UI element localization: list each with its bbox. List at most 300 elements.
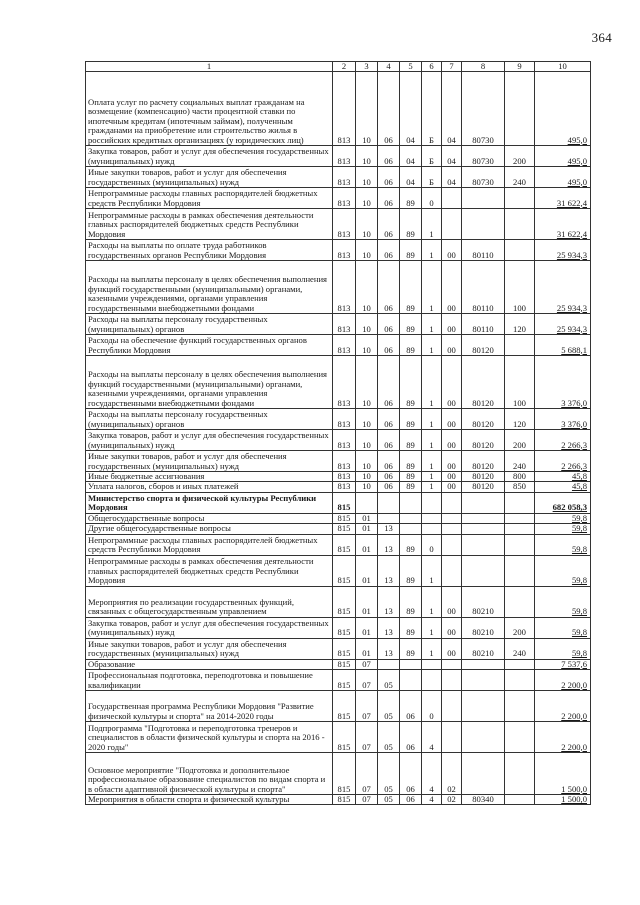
table-row [86, 659, 591, 669]
row-amount-cell: 495,0 [535, 72, 591, 146]
row-amount-cell: 59,8 [535, 638, 591, 659]
row-direction-cell [462, 753, 505, 795]
row-name-cell: Расходы на выплаты персоналу государственных (муниципальных) органов [86, 314, 333, 335]
row-admin-code-cell: 815 [333, 670, 356, 691]
row-subprogram-cell: 0 [422, 534, 442, 555]
row-admin-code-cell: 813 [333, 240, 356, 261]
row-amount-cell: 495,0 [535, 146, 591, 167]
column-header-5: 5 [400, 62, 422, 72]
row-activity-cell: 04 [442, 72, 462, 146]
row-program-cell: 04 [400, 72, 422, 146]
row-name-cell: Оплата услуг по расчету социальных выплат гражданам на возмещение (компенсацию) части процентной ставки по ипотечным кредитам (ипотечным займам), полученным гражданами на приобретение или строительство жилья в российских кредитных организациях (у юридических лиц) [86, 72, 333, 146]
row-direction-cell [462, 659, 505, 669]
row-subsection-cell: 06 [378, 482, 400, 492]
row-subsection-cell: 13 [378, 586, 400, 617]
row-activity-cell: 00 [442, 261, 462, 314]
row-subsection-cell [378, 659, 400, 669]
row-direction-cell [462, 534, 505, 555]
row-program-cell [400, 659, 422, 669]
row-direction-cell: 80120 [462, 356, 505, 409]
row-amount-cell: 495,0 [535, 167, 591, 188]
row-expense-type-cell [505, 524, 535, 534]
row-activity-cell [442, 691, 462, 722]
row-section-cell: 10 [356, 451, 378, 472]
row-activity-cell [442, 209, 462, 240]
row-name-cell: Расходы на обеспечение функций государственных органов Республики Мордовия [86, 335, 333, 356]
row-expense-type-cell: 200 [505, 617, 535, 638]
row-direction-cell: 80120 [462, 430, 505, 451]
row-subsection-cell [378, 492, 400, 513]
row-admin-code-cell: 815 [333, 795, 356, 805]
table-row [86, 638, 591, 659]
row-expense-type-cell: 240 [505, 167, 535, 188]
row-admin-code-cell: 815 [333, 492, 356, 513]
row-activity-cell: 02 [442, 753, 462, 795]
row-program-cell: 89 [400, 482, 422, 492]
row-name-cell: Общегосударственные вопросы [86, 513, 333, 523]
row-name-cell: Уплата налогов, сборов и иных платежей [86, 482, 333, 492]
row-expense-type-cell [505, 555, 535, 586]
row-activity-cell [442, 670, 462, 691]
row-subsection-cell: 06 [378, 356, 400, 409]
row-amount-cell: 3 376,0 [535, 356, 591, 409]
row-subprogram-cell [422, 524, 442, 534]
row-admin-code-cell: 813 [333, 472, 356, 482]
row-program-cell [400, 492, 422, 513]
row-name-cell: Иные закупки товаров, работ и услуг для обеспечения государственных (муниципальных) нужд [86, 451, 333, 472]
row-program-cell: 89 [400, 472, 422, 482]
row-admin-code-cell: 815 [333, 534, 356, 555]
row-subsection-cell: 06 [378, 314, 400, 335]
row-amount-cell: 59,8 [535, 617, 591, 638]
row-admin-code-cell: 813 [333, 167, 356, 188]
row-section-cell: 07 [356, 691, 378, 722]
row-section-cell: 07 [356, 722, 378, 753]
row-subprogram-cell: 1 [422, 451, 442, 472]
row-subprogram-cell: Б [422, 146, 442, 167]
row-subsection-cell: 06 [378, 146, 400, 167]
row-admin-code-cell: 813 [333, 451, 356, 472]
row-admin-code-cell: 815 [333, 524, 356, 534]
row-direction-cell: 80210 [462, 617, 505, 638]
row-amount-cell: 59,8 [535, 513, 591, 523]
row-section-cell: 10 [356, 356, 378, 409]
row-expense-type-cell [505, 586, 535, 617]
row-expense-type-cell [505, 753, 535, 795]
row-name-cell: Мероприятия по реализации государственных функций, связанных с общегосударственным управлением [86, 586, 333, 617]
row-subprogram-cell: 1 [422, 209, 442, 240]
row-direction-cell [462, 691, 505, 722]
table-row [86, 472, 591, 482]
row-activity-cell: 00 [442, 356, 462, 409]
row-amount-cell: 45,8 [535, 482, 591, 492]
row-name-cell: Расходы на выплаты персоналу государственных (муниципальных) органов [86, 409, 333, 430]
row-program-cell: 89 [400, 430, 422, 451]
row-program-cell: 04 [400, 167, 422, 188]
row-subprogram-cell [422, 670, 442, 691]
row-subsection-cell: 13 [378, 534, 400, 555]
row-expense-type-cell: 100 [505, 356, 535, 409]
row-section-cell: 10 [356, 240, 378, 261]
table-row [86, 188, 591, 209]
row-admin-code-cell: 813 [333, 209, 356, 240]
row-name-cell: Расходы на выплаты персоналу в целях обеспечения выполнения функций государственными (муниципальными) органами, казенными учреждениями, органами управления государственными внебюджетными фондами [86, 356, 333, 409]
row-section-cell: 07 [356, 753, 378, 795]
row-subsection-cell: 06 [378, 72, 400, 146]
row-activity-cell [442, 555, 462, 586]
row-name-cell: Министерство спорта и физической культуры Республики Мордовия [86, 492, 333, 513]
row-direction-cell [462, 492, 505, 513]
row-activity-cell: 00 [442, 335, 462, 356]
table-row [86, 524, 591, 534]
row-section-cell: 01 [356, 524, 378, 534]
row-activity-cell [442, 659, 462, 669]
table-row [86, 335, 591, 356]
row-amount-cell: 1 500,0 [535, 753, 591, 795]
row-name-cell: Непрограммные расходы в рамках обеспечения деятельности главных распорядителей бюджетных средств Республики Мордовия [86, 555, 333, 586]
row-activity-cell: 00 [442, 472, 462, 482]
row-subsection-cell: 06 [378, 472, 400, 482]
row-admin-code-cell: 813 [333, 146, 356, 167]
row-name-cell: Расходы на выплаты по оплате труда работников государственных органов Республики Мордовия [86, 240, 333, 261]
row-program-cell: 06 [400, 753, 422, 795]
row-program-cell: 89 [400, 209, 422, 240]
row-subprogram-cell: 1 [422, 409, 442, 430]
table-row [86, 451, 591, 472]
row-admin-code-cell: 815 [333, 555, 356, 586]
row-admin-code-cell: 813 [333, 188, 356, 209]
table-row [86, 261, 591, 314]
table-row [86, 534, 591, 555]
row-section-cell: 10 [356, 482, 378, 492]
row-name-cell: Расходы на выплаты персоналу в целях обеспечения выполнения функций государственными (муниципальными) органами, казенными учреждениями, органами управления государственными внебюджетными фондами [86, 261, 333, 314]
row-activity-cell: 00 [442, 638, 462, 659]
row-expense-type-cell: 120 [505, 409, 535, 430]
row-section-cell: 01 [356, 534, 378, 555]
table-row [86, 209, 591, 240]
row-subprogram-cell: 4 [422, 753, 442, 795]
row-name-cell: Закупка товаров, работ и услуг для обеспечения государственных (муниципальных) нужд [86, 430, 333, 451]
row-section-cell: 07 [356, 670, 378, 691]
row-program-cell: 89 [400, 356, 422, 409]
row-subprogram-cell: 1 [422, 617, 442, 638]
row-subsection-cell [378, 513, 400, 523]
row-subsection-cell: 06 [378, 261, 400, 314]
table-row [86, 240, 591, 261]
row-amount-cell: 2 200,0 [535, 670, 591, 691]
row-subprogram-cell [422, 659, 442, 669]
row-amount-cell: 59,8 [535, 534, 591, 555]
row-activity-cell: 00 [442, 617, 462, 638]
row-subsection-cell: 06 [378, 451, 400, 472]
row-program-cell: 89 [400, 188, 422, 209]
row-name-cell: Непрограммные расходы главных распорядителей бюджетных средств Республики Мордовия [86, 188, 333, 209]
row-subprogram-cell: 1 [422, 314, 442, 335]
row-program-cell: 06 [400, 795, 422, 805]
table-row [86, 314, 591, 335]
row-admin-code-cell: 815 [333, 586, 356, 617]
table-row [86, 409, 591, 430]
row-expense-type-cell: 120 [505, 314, 535, 335]
row-subprogram-cell: 1 [422, 335, 442, 356]
row-program-cell: 89 [400, 638, 422, 659]
row-program-cell: 89 [400, 451, 422, 472]
page-number: 364 [591, 30, 612, 45]
row-name-cell: Иные закупки товаров, работ и услуг для обеспечения государственных (муниципальных) нужд [86, 167, 333, 188]
row-activity-cell: 04 [442, 167, 462, 188]
row-program-cell [400, 670, 422, 691]
row-subsection-cell: 13 [378, 638, 400, 659]
row-subprogram-cell: 0 [422, 188, 442, 209]
row-direction-cell [462, 513, 505, 523]
row-subsection-cell: 06 [378, 430, 400, 451]
row-direction-cell: 80210 [462, 586, 505, 617]
row-section-cell: 10 [356, 472, 378, 482]
row-admin-code-cell: 815 [333, 691, 356, 722]
row-direction-cell [462, 524, 505, 534]
row-section-cell: 10 [356, 146, 378, 167]
table-row [86, 146, 591, 167]
row-expense-type-cell: 240 [505, 638, 535, 659]
row-expense-type-cell [505, 795, 535, 805]
row-activity-cell: 00 [442, 586, 462, 617]
row-expense-type-cell [505, 492, 535, 513]
table-row [86, 430, 591, 451]
table-row [86, 691, 591, 722]
row-activity-cell [442, 492, 462, 513]
header-row [86, 62, 591, 72]
row-subsection-cell: 13 [378, 524, 400, 534]
table-row [86, 167, 591, 188]
row-section-cell: 01 [356, 513, 378, 523]
row-section-cell: 10 [356, 409, 378, 430]
table-row [86, 492, 591, 513]
row-subsection-cell: 06 [378, 167, 400, 188]
row-name-cell: Закупка товаров, работ и услуг для обеспечения государственных (муниципальных) нужд [86, 146, 333, 167]
row-admin-code-cell: 815 [333, 722, 356, 753]
row-name-cell: Профессиональная подготовка, переподготовка и повышение квалификации [86, 670, 333, 691]
row-subprogram-cell: Б [422, 72, 442, 146]
row-section-cell: 01 [356, 586, 378, 617]
row-activity-cell [442, 524, 462, 534]
row-section-cell: 10 [356, 430, 378, 451]
row-direction-cell: 80110 [462, 314, 505, 335]
row-name-cell: Иные бюджетные ассигнования [86, 472, 333, 482]
column-header-7: 7 [442, 62, 462, 72]
row-name-cell: Основное мероприятие "Подготовка и дополнительное профессиональное образование специалистов по видам спорта и в области адаптивной физической культуры и спорта" [86, 753, 333, 795]
row-amount-cell: 2 200,0 [535, 722, 591, 753]
row-program-cell: 89 [400, 586, 422, 617]
row-direction-cell [462, 670, 505, 691]
row-direction-cell: 80110 [462, 261, 505, 314]
row-expense-type-cell [505, 209, 535, 240]
table-row [86, 555, 591, 586]
row-amount-cell: 2 266,3 [535, 451, 591, 472]
row-name-cell: Подпрограмма "Подготовка и переподготовка тренеров и специалистов в области физической культуры и спорта на 2016 - 2020 годы" [86, 722, 333, 753]
row-activity-cell [442, 534, 462, 555]
row-activity-cell: 00 [442, 451, 462, 472]
row-admin-code-cell: 813 [333, 409, 356, 430]
row-program-cell: 89 [400, 335, 422, 356]
row-expense-type-cell [505, 659, 535, 669]
row-activity-cell: 00 [442, 314, 462, 335]
row-expense-type-cell [505, 722, 535, 753]
row-direction-cell [462, 188, 505, 209]
column-header-1: 1 [86, 62, 333, 72]
row-subprogram-cell: 4 [422, 722, 442, 753]
row-amount-cell: 682 058,3 [535, 492, 591, 513]
row-name-cell: Образование [86, 659, 333, 669]
row-direction-cell: 80730 [462, 146, 505, 167]
row-section-cell: 10 [356, 261, 378, 314]
row-amount-cell: 2 200,0 [535, 691, 591, 722]
row-amount-cell: 31 622,4 [535, 188, 591, 209]
row-activity-cell: 04 [442, 146, 462, 167]
row-amount-cell: 59,8 [535, 586, 591, 617]
row-direction-cell: 80340 [462, 795, 505, 805]
row-direction-cell [462, 555, 505, 586]
row-section-cell: 01 [356, 555, 378, 586]
row-direction-cell: 80120 [462, 472, 505, 482]
row-subprogram-cell [422, 492, 442, 513]
row-admin-code-cell: 813 [333, 261, 356, 314]
table-row [86, 356, 591, 409]
row-expense-type-cell [505, 188, 535, 209]
row-activity-cell [442, 722, 462, 753]
row-program-cell: 04 [400, 146, 422, 167]
row-subsection-cell: 06 [378, 240, 400, 261]
row-subprogram-cell: 1 [422, 638, 442, 659]
row-subsection-cell: 05 [378, 670, 400, 691]
row-amount-cell: 31 622,4 [535, 209, 591, 240]
row-subprogram-cell: Б [422, 167, 442, 188]
row-subsection-cell: 06 [378, 335, 400, 356]
row-program-cell: 89 [400, 314, 422, 335]
column-header-2: 2 [333, 62, 356, 72]
table-row [86, 670, 591, 691]
row-section-cell: 10 [356, 314, 378, 335]
column-header-8: 8 [462, 62, 505, 72]
table-row [86, 513, 591, 523]
row-expense-type-cell [505, 72, 535, 146]
row-subprogram-cell: 1 [422, 472, 442, 482]
row-section-cell: 10 [356, 188, 378, 209]
row-subprogram-cell: 1 [422, 240, 442, 261]
row-amount-cell: 3 376,0 [535, 409, 591, 430]
row-amount-cell: 1 500,0 [535, 795, 591, 805]
row-amount-cell: 25 934,3 [535, 261, 591, 314]
row-section-cell: 10 [356, 335, 378, 356]
row-expense-type-cell: 200 [505, 430, 535, 451]
row-admin-code-cell: 815 [333, 638, 356, 659]
row-expense-type-cell: 800 [505, 472, 535, 482]
row-name-cell: Непрограммные расходы главных распорядителей бюджетных средств Республики Мордовия [86, 534, 333, 555]
row-subprogram-cell: 1 [422, 261, 442, 314]
table-row [86, 586, 591, 617]
row-program-cell: 89 [400, 555, 422, 586]
row-program-cell: 06 [400, 691, 422, 722]
row-direction-cell: 80120 [462, 451, 505, 472]
row-program-cell: 89 [400, 261, 422, 314]
row-expense-type-cell [505, 513, 535, 523]
row-direction-cell: 80110 [462, 240, 505, 261]
row-subprogram-cell [422, 513, 442, 523]
row-activity-cell: 00 [442, 240, 462, 261]
row-amount-cell: 45,8 [535, 472, 591, 482]
row-subsection-cell: 05 [378, 795, 400, 805]
table-row [86, 722, 591, 753]
row-section-cell: 10 [356, 72, 378, 146]
row-admin-code-cell: 815 [333, 753, 356, 795]
row-subsection-cell: 06 [378, 409, 400, 430]
row-admin-code-cell: 813 [333, 72, 356, 146]
row-subsection-cell: 13 [378, 617, 400, 638]
row-amount-cell: 59,8 [535, 555, 591, 586]
row-activity-cell: 00 [442, 409, 462, 430]
row-name-cell: Иные закупки товаров, работ и услуг для обеспечения государственных (муниципальных) нужд [86, 638, 333, 659]
row-subsection-cell: 05 [378, 753, 400, 795]
column-header-6: 6 [422, 62, 442, 72]
row-expense-type-cell [505, 335, 535, 356]
row-section-cell: 10 [356, 167, 378, 188]
row-name-cell: Непрограммные расходы в рамках обеспечения деятельности главных распорядителей бюджетных средств Республики Мордовия [86, 209, 333, 240]
row-subsection-cell: 06 [378, 209, 400, 240]
row-name-cell: Закупка товаров, работ и услуг для обеспечения государственных (муниципальных) нужд [86, 617, 333, 638]
row-amount-cell: 7 537,6 [535, 659, 591, 669]
row-subprogram-cell: 1 [422, 482, 442, 492]
table-row [86, 617, 591, 638]
row-subsection-cell: 06 [378, 188, 400, 209]
table-row [86, 753, 591, 795]
row-section-cell: 01 [356, 617, 378, 638]
row-program-cell: 89 [400, 617, 422, 638]
row-direction-cell [462, 209, 505, 240]
row-program-cell: 89 [400, 409, 422, 430]
row-direction-cell: 80730 [462, 72, 505, 146]
row-subprogram-cell: 1 [422, 586, 442, 617]
row-section-cell: 10 [356, 209, 378, 240]
row-admin-code-cell: 815 [333, 513, 356, 523]
row-section-cell [356, 492, 378, 513]
row-program-cell [400, 524, 422, 534]
table-row [86, 72, 591, 146]
column-header-4: 4 [378, 62, 400, 72]
row-amount-cell: 25 934,3 [535, 240, 591, 261]
row-direction-cell [462, 722, 505, 753]
row-admin-code-cell: 813 [333, 314, 356, 335]
table-row [86, 482, 591, 492]
row-direction-cell: 80730 [462, 167, 505, 188]
row-expense-type-cell: 240 [505, 451, 535, 472]
row-name-cell: Мероприятия в области спорта и физической культуры [86, 795, 333, 805]
row-amount-cell: 59,8 [535, 524, 591, 534]
row-subprogram-cell: 0 [422, 691, 442, 722]
row-program-cell [400, 513, 422, 523]
row-subprogram-cell: 1 [422, 430, 442, 451]
row-subprogram-cell: 1 [422, 555, 442, 586]
row-expense-type-cell: 100 [505, 261, 535, 314]
row-direction-cell: 80210 [462, 638, 505, 659]
column-header-3: 3 [356, 62, 378, 72]
row-admin-code-cell: 813 [333, 482, 356, 492]
row-section-cell: 01 [356, 638, 378, 659]
row-section-cell: 07 [356, 659, 378, 669]
row-direction-cell: 80120 [462, 335, 505, 356]
row-amount-cell: 25 934,3 [535, 314, 591, 335]
row-amount-cell: 2 266,3 [535, 430, 591, 451]
row-admin-code-cell: 815 [333, 659, 356, 669]
budget-table [85, 61, 591, 805]
